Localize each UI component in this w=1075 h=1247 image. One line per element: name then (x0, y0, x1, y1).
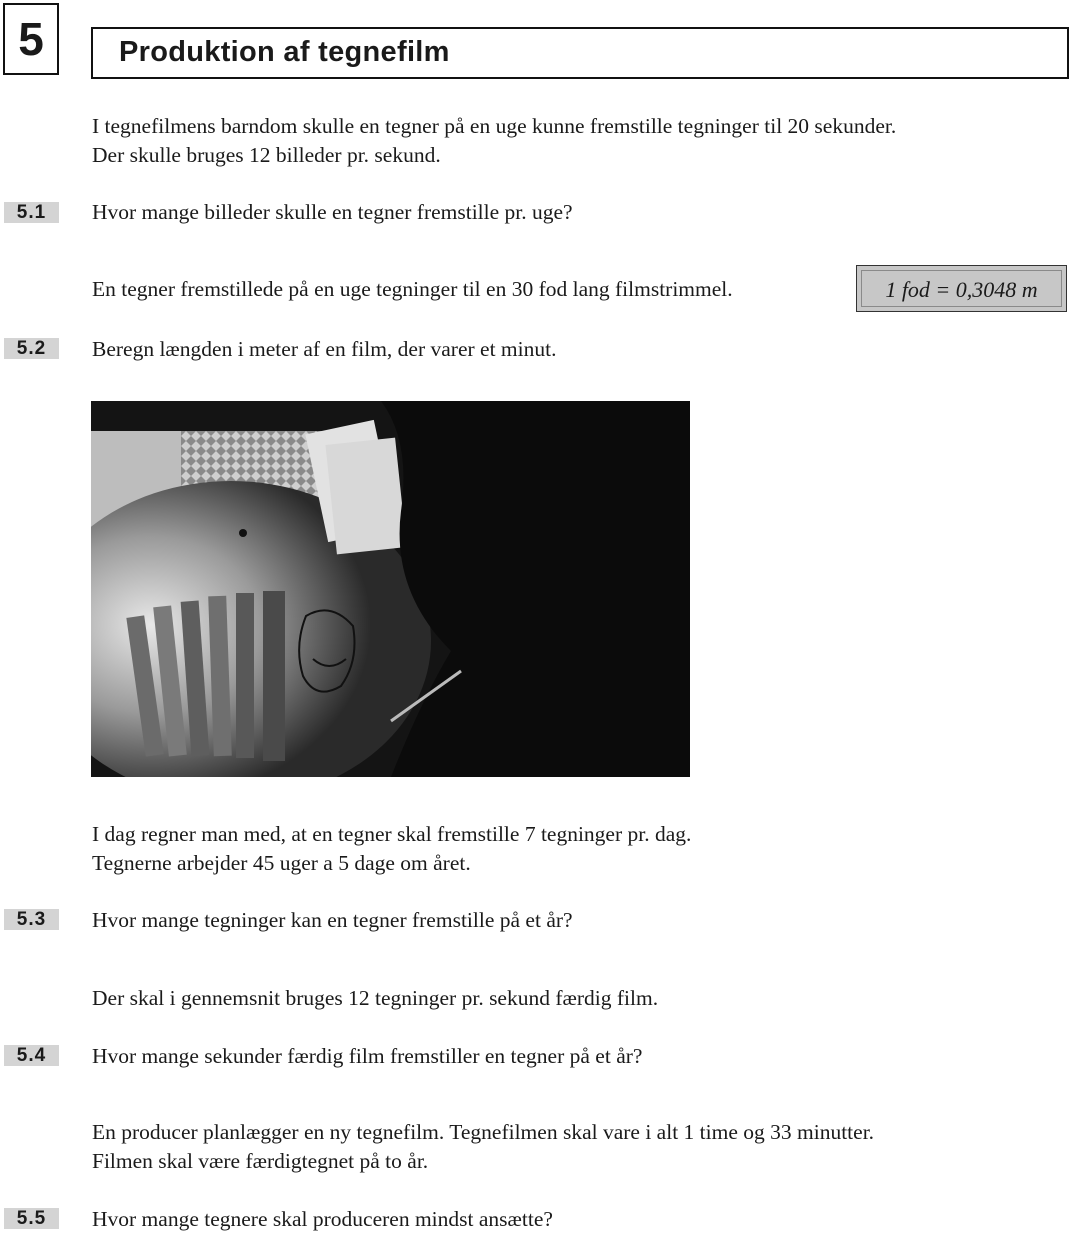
conversion-note-text: 1 fod = 0,3048 m (861, 270, 1062, 307)
section-number: 5 (3, 3, 59, 75)
conversion-note (856, 265, 1067, 312)
question-5-4: Hvor mange sekunder færdig film fremstiller en tegner på et år? (92, 1044, 643, 1068)
animator-photo-graphic (91, 401, 690, 777)
intro-line-1: I tegnefilmens barndom skulle en tegner på en uge kunne fremstille tegninger til 20 sekunder. (92, 114, 897, 138)
question-5-1: Hvor mange billeder skulle en tegner fremstille pr. uge? (92, 200, 573, 224)
question-number-5-2: 5.2 (4, 338, 59, 359)
info-average: Der skal i gennemsnit bruges 12 tegninger pr. sekund færdig film. (92, 986, 659, 1010)
info-producer-line-1: En producer planlægger en ny tegnefilm. Tegnefilmen skal vare i alt 1 time og 33 minutter. (92, 1120, 875, 1144)
question-number-5-5: 5.5 (4, 1208, 59, 1229)
info-film-strip: En tegner fremstillede på en uge tegninger til en 30 fod lang filmstrimmel. (92, 277, 733, 301)
question-5-3: Hvor mange tegninger kan en tegner fremstille på et år? (92, 908, 573, 932)
question-number-5-3: 5.3 (4, 909, 59, 930)
question-number-5-1: 5.1 (4, 202, 59, 223)
info-producer-line-2: Filmen skal være færdigtegnet på to år. (92, 1149, 429, 1173)
animator-photo (91, 401, 690, 777)
question-number-5-4: 5.4 (4, 1045, 59, 1066)
title-box (91, 27, 1069, 79)
page-title: Produktion af tegnefilm (119, 36, 450, 68)
question-5-5: Hvor mange tegnere skal produceren mindst ansætte? (92, 1207, 553, 1231)
info-today-line-1: I dag regner man med, at en tegner skal fremstille 7 tegninger pr. dag. (92, 822, 692, 846)
info-today-line-2: Tegnerne arbejder 45 uger a 5 dage om året. (92, 851, 471, 875)
question-5-2: Beregn længden i meter af en film, der varer et minut. (92, 337, 557, 361)
intro-line-2: Der skulle bruges 12 billeder pr. sekund. (92, 143, 441, 167)
